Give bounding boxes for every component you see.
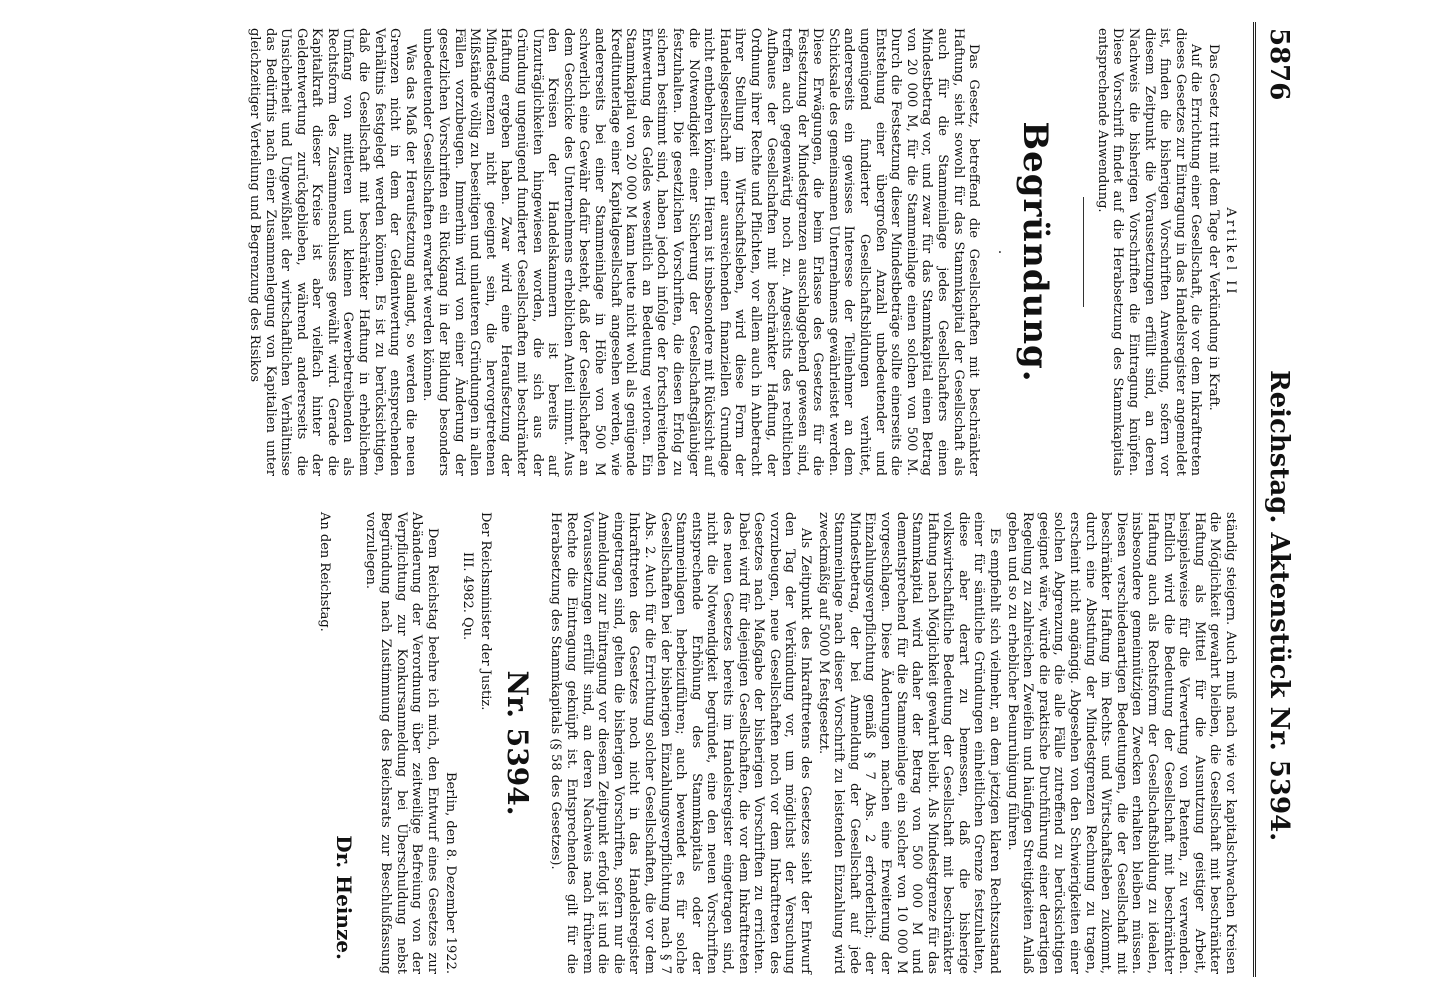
title-ornament: . [995,249,1012,255]
header-rule [1253,22,1256,977]
page-number: 5876 [1264,28,1294,101]
signature: Dr. Heinze. [332,835,357,960]
reasoning-paragraph-4: Es empfiehlt sich vielmehr, an dem jetzigen klaren Rechtszustand einer für sämtliche Gründungen einheitlichen Grenze festzuhalten, diese aber derart zu bemessen, daß die bisherige volkswirtschaftliche Bedeutung der Gesellschaft mit beschränkter Haftung nach Möglichkeit gewahrt bleibt. Als Mindestgrenze für das Stammkapital wird daher der Betrag von 500 000 M und dementsprechend für die Stammeinlage ein solcher von 10 000 M vorgeschlagen. Diese Änderungen machen eine Erweiterung der Einzahlungsverpflichtung gemäß § 7 Abs. 2 erforderlich; der Mindestbetrag, der bei Anmeldung der Gesellschaft auf jede Stammeinlage nach dieser Vorschrift zu leistenden Einzahlung wird zweckmäßig auf 5000 M festgesetzt. [815,512,1003,974]
section-title: Begründung. [1015,121,1056,383]
document-number: Nr. 5394. [500,670,534,816]
reasoning-paragraph-5: Als Zeitpunkt des Inkrafttretens des Gesetzes sieht der Entwurf den Tag der Verkündung vor, um möglichst der Versuchung vorzubeugen, neue Gesellschaften noch vor dem Inkrafttreten des Gesetzes nach Maßgabe der bisherigen Vorschriften zu errichten. Dabei wird für diejenigen Gesellschaften, die vor dem Inkrafttreten des neuen Gesetzes bereits im Handelsregister eingetragen sind, nicht die Notwendigkeit begründet, eine den neuen Vorschriften entsprechende Erhöhung des Stammkapitals oder der Stammeinlagen herbeizuführen; auch bewendet es für solche Gesellschaften bei der bisherigen Einzahlungsverpflichtung nach § 7 Abs. 2. Auch für die Errichtung solcher Gesellschaften, die vor dem Inkrafttreten des Gesetzes noch nicht in das Handelsregister eingetragen sind, gelten die bisherigen Vorschriften, sofern nur die Anmeldung zur Eintragung vor diesem Zeitpunkt erfolgt ist und die Voraussetzungen erfüllt sind, an deren Nachweis nach früherem Rechte die Eintragung geknüpft ist. Entsprechendes gilt für die Herabsetzung des Stammkapitals (§ 58 des Gesetzes). [548,512,813,974]
left-column [244,28,1238,476]
reference-number: III. 4982. Qu. [460,552,476,641]
sender: Der Reichsminister der Justiz. [477,512,493,711]
page-header-title: Reichstag. Aktenstück Nr. 5394. [1264,370,1294,842]
right-column [315,512,1238,974]
recipient: An den Reichstag. [317,512,333,632]
article-heading: Artikel II [1223,207,1238,297]
transition-paragraph: Auf die Errichtung einer Gesellschaft, die vor dem Inkrafttreten dieses Gesetzes zur Eintragung in das Handelsregister angemeldet ist, finden die bisherigen Vorschriften Anwendung, sofern vor diesem Zeitpunkt die Voraussetzungen erfüllt sind, an deren Nachweis die bisherigen Vorschriften die Eintragung knüpfen. Diese Vorschrift findet auf die Herabsetzung des Stammkapitals entsprechende Anwendung. [1094,28,1204,476]
cover-letter-text: Dem Reichstag beehre ich mich, den Entwurf eines Gesetzes zur Abänderung der Verordnung über zeitweilige Befreiung von der Verpflichtung zur Konkursanmeldung bei Überschuldung nebst Begründung nach Zustimmung des Reichsrats zur Beschlußfassung vorzulegen. [362,512,441,974]
reasoning-paragraph-1: Das Gesetz, betreffend die Gesellschaften mit beschränkter Haftung, sieht sowohl für das Stammkapital der Gesellschaft als auch für die Stammeinlage jedes Gesellschafters einen Mindestbetrag vor, und zwar für das Stammkapital einen Betrag von 20 000 M, für die Stammeinlage einen solchen von 500 M. Durch die Festsetzung dieser Mindestbeträge sollte einerseits die Entstehung einer übergroßen Anzahl unbedeutender und ungenügend fundierter Gesellschaftsbildungen verhütet, andererseits ein gewisses Interesse der Teilnehmer an dem Schicksale des gemeinsamen Unternehmens gewährleistet werden. Diese Erwägungen, die beim Erlasse des Gesetzes für die Festsetzung der Mindestgrenzen ausschlaggebend gewesen sind, treffen auch gegenwärtig noch zu. Angesichts des rechtlichen Aufbaues der Gesellschaften mit beschränkter Haftung, der Ordnung ihrer Rechte und Pflichten, vor allem auch in Anbetracht ihrer Stellung im Wirtschaftsleben, wird diese Form der Handelsgesellschaft einer ausreichenden finanziellen Grundlage nicht entbehren können. Hieran ist insbesondere mit Rücksicht auf die Notwendigkeit einer Sicherung der Gesellschaftsgläubiger festzuhalten. Die gesetzlichen Vorschriften, die diesen Erfolg zu sichern bestimmt sind, haben jedoch infolge der fortschreitenden Entwertung des Geldes wesentlich an Bedeutung verloren. Ein Stammkapital von 20 000 M kann heute nicht wohl als genügende Kreditunterlage einer Kapitalgesellschaft angesehen werden, wie andererseits bei einer Stammeinlage in Höhe von 500 M schwerlich eine Gewähr dafür besteht, daß der Gesellschafter an dem Geschicke des Unternehmens erheblichen Anteil nimmt. Aus den Kreisen der Handelskammern ist bereits auf Unzuträglichkeiten hingewiesen worden, die sich aus der Gründung ungenügend fundierter Gesellschaften mit beschränkter Haftung ergeben haben. Zwar wird eine Heraufsetzung der Mindestgrenzen nicht geeignet sein, die hervorgetretenen Mißstände völlig zu beseitigen und unlauteren Gründungen in allen Fällen vorzubeugen. Immerhin wird von einer Änderung der gesetzlichen Vorschriften ein Rückgang in der Bildung besonders unbedeutender Gesellschaften erwartet werden können. [420,28,982,476]
reasoning-paragraph-2: Was das Maß der Heraufsetzung anlangt, so werden die neuen Grenzen nicht in dem der Geldentwertung entsprechenden Verhältnis festgelegt werden können. Es ist zu berücksichtigen, daß die Gesellschaft mit beschränkter Haftung in erheblichem Umfang von mittleren und kleinen Gewerbetreibenden als Rechtsform des Zusammenschlusses gewählt wird. Gerade die Kapitalkraft dieser Kreise ist aber vielfach hinter der Geldentwertung zurückgeblieben, während andererseits die Unsicherheit und Ungewißheit der wirtschaftlichen Verhältnisse das Bedürfnis nach einer Zusammenlegung von Kapitalien unter gleichzeitiger Verteilung und Begrenzung des Risikos [246,28,418,476]
section-divider [1083,197,1084,307]
article-body: Das Gesetz tritt mit dem Tage der Verkündung in Kraft. [1206,44,1221,411]
reasoning-paragraph-3: ständig steigern. Auch muß nach wie vor kapitalschwachen Kreisen die Möglichkeit gewahrt bleiben, die Gesellschaft mit beschränkter Haftung als Mittel für die Ausnutzung geistiger Arbeit, beispielsweise für die Verwertung von Patenten, zu verwenden. Endlich wird die Bedeutung der Gesellschaft mit beschränkter Haftung auch als Rechtsform der Gesellschaftsbildung zu idealen, insbesondere gemeinnützigen Zwecken erhalten bleiben müssen. Diesen verschiedenartigen Bedeutungen, die der Gesellschaft mit beschränkter Haftung im Rechts- und Wirtschaftsleben zukommt, durch eine Abstufung der Mindestgrenzen Rechnung zu tragen, erscheint nicht angängig. Abgesehen von den Schwierigkeiten einer solchen Abgrenzung, die alle Fälle zutreffend zu berücksichtigen geeignet wäre, würde die praktische Durchführung einer derartigen Regelung zu zahlreichen Zweifeln und häufigen Streitigkeiten Anlaß geben und so zu erheblicher Beunruhigung führen. [1004,512,1238,974]
place-and-date: Berlin, den 8. Dezember 1922. [442,771,458,974]
